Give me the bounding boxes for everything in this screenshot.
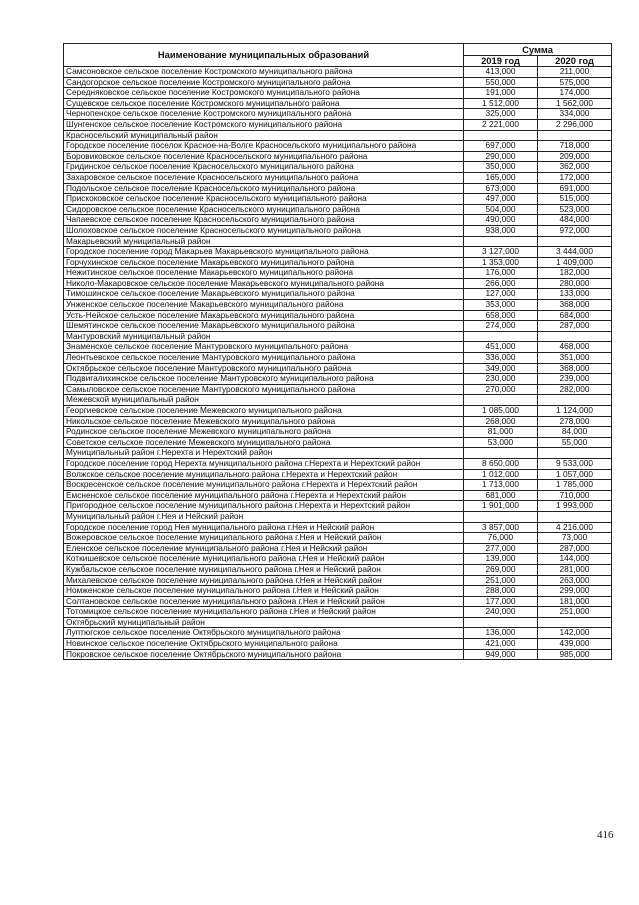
table-row [64, 109, 612, 120]
name-cell: Тотомицкое сельское поселение муниципального района г.Нея и Нейский район [64, 607, 464, 618]
value-2019-cell: 277,000 [464, 543, 538, 554]
table-row [64, 416, 612, 427]
value-2020-cell [538, 395, 612, 406]
name-cell: Пригородное сельское поселение муниципального района г.Нерехта и Нерехтский район [64, 501, 464, 512]
name-cell: Покровское сельское поселение Октябрьского муниципального района [64, 649, 464, 660]
table-row [64, 98, 612, 109]
name-cell: Шунгенское сельское поселение Костромского муниципального района [64, 119, 464, 130]
value-2020-cell: 9 533,000 [538, 458, 612, 469]
value-2019-cell: 550,000 [464, 77, 538, 88]
value-2020-cell: 1 124,000 [538, 406, 612, 417]
table-row [64, 501, 612, 512]
value-2019-cell [464, 511, 538, 522]
value-2020-cell: 287,000 [538, 321, 612, 332]
table-row [64, 88, 612, 99]
name-cell: Номженское сельское поселение муниципального района г.Нея и Нейский район [64, 586, 464, 597]
name-cell: Емсненское сельское поселение муниципального района г.Нерехта и Нерехтский район [64, 490, 464, 501]
name-cell: Усть-Нейское сельское поселение Макарьевского муниципального района [64, 310, 464, 321]
value-2019-cell: 177,000 [464, 596, 538, 607]
name-cell: Михалевское сельское поселение муниципального района г.Нея и Нейский район [64, 575, 464, 586]
value-2019-cell: 268,000 [464, 416, 538, 427]
name-cell: Леонтьевское сельское поселение Мантуровского муниципального района [64, 353, 464, 364]
name-cell: Захаровское сельское поселение Красносельского муниципального района [64, 172, 464, 183]
value-2020-cell: 144,000 [538, 554, 612, 565]
value-2020-cell: 351,000 [538, 353, 612, 364]
table-row [64, 406, 612, 417]
table-row [64, 628, 612, 639]
value-2020-cell: 368,000 [538, 300, 612, 311]
district-group-row [64, 331, 612, 342]
table-row [64, 342, 612, 353]
table-row [64, 639, 612, 650]
value-2020-cell: 133,000 [538, 289, 612, 300]
name-cell: Подвигалихинское сельское поселение Мантуровского муниципального района [64, 374, 464, 385]
name-cell: Прискоковское сельское поселение Красносельского муниципального района [64, 194, 464, 205]
value-2019-cell [464, 130, 538, 141]
value-2020-cell: 282,000 [538, 384, 612, 395]
name-cell: Волжское сельское поселение муниципального района г.Нерехта и Нерехтский район [64, 469, 464, 480]
value-2019-cell: 81,000 [464, 427, 538, 438]
value-2019-cell: 938,000 [464, 225, 538, 236]
value-2020-cell: 209,000 [538, 151, 612, 162]
name-cell: Воскресенское сельское поселение муниципального района г.Нерехта и Нерехтский район [64, 480, 464, 491]
value-2020-cell: 691,000 [538, 183, 612, 194]
value-2019-cell: 451,000 [464, 342, 538, 353]
value-2019-cell: 191,000 [464, 88, 538, 99]
table-row [64, 141, 612, 152]
name-cell: Самыловское сельское поселение Мантуровского муниципального района [64, 384, 464, 395]
value-2020-cell: 239,000 [538, 374, 612, 385]
table-row [64, 225, 612, 236]
value-2020-cell: 575,000 [538, 77, 612, 88]
value-2019-cell: 349,000 [464, 363, 538, 374]
name-cell: Сидоровское сельское поселение Красносельского муниципального района [64, 204, 464, 215]
value-2019-cell: 353,000 [464, 300, 538, 311]
value-2019-cell: 53,000 [464, 437, 538, 448]
value-2019-cell: 413,000 [464, 67, 538, 78]
value-2019-cell: 266,000 [464, 278, 538, 289]
table-row [64, 321, 612, 332]
name-cell: Родинское сельское поселение Межевского муниципального района [64, 427, 464, 438]
table-row [64, 586, 612, 597]
value-2020-cell: 718,000 [538, 141, 612, 152]
value-2019-cell: 497,000 [464, 194, 538, 205]
table-row [64, 257, 612, 268]
table-row [64, 543, 612, 554]
name-cell: Нежитинское сельское поселение Макарьевского муниципального района [64, 268, 464, 279]
table-row [64, 215, 612, 226]
value-2019-cell: 176,000 [464, 268, 538, 279]
table-row [64, 268, 612, 279]
value-2019-cell: 274,000 [464, 321, 538, 332]
name-cell: Октябрьский муниципальный район [64, 617, 464, 628]
value-2020-cell: 515,000 [538, 194, 612, 205]
value-2020-cell [538, 448, 612, 459]
name-cell: Никольское сельское поселение Межевского муниципального района [64, 416, 464, 427]
table-row [64, 310, 612, 321]
name-cell: Вожеровское сельское поселение муниципального района г.Нея и Нейский район [64, 533, 464, 544]
value-2019-cell: 76,000 [464, 533, 538, 544]
value-2020-cell: 985,000 [538, 649, 612, 660]
name-cell: Георгиевское сельское поселение Межевского муниципального района [64, 406, 464, 417]
name-cell: Тимошинское сельское поселение Макарьевского муниципального района [64, 289, 464, 300]
name-cell: Еленское сельское поселение муниципального района г.Нея и Нейский район [64, 543, 464, 554]
value-2020-cell: 368,000 [538, 363, 612, 374]
district-group-row [64, 448, 612, 459]
value-2020-cell: 468,000 [538, 342, 612, 353]
district-group-row [64, 236, 612, 247]
value-2019-cell: 139,000 [464, 554, 538, 565]
value-2019-cell: 336,000 [464, 353, 538, 364]
value-2020-cell: 484,000 [538, 215, 612, 226]
value-2020-cell: 73,000 [538, 533, 612, 544]
value-2019-cell: 290,000 [464, 151, 538, 162]
value-2019-cell [464, 331, 538, 342]
value-2019-cell: 681,000 [464, 490, 538, 501]
value-2019-cell: 1 353,000 [464, 257, 538, 268]
name-cell: Чернопенское сельское поселение Костромского муниципального района [64, 109, 464, 120]
name-cell: Солтановское сельское поселение муниципального района г.Нея и Нейский район [64, 596, 464, 607]
value-2019-cell: 288,000 [464, 586, 538, 597]
name-cell: Горчухинское сельское поселение Макарьевского муниципального района [64, 257, 464, 268]
table-row [64, 278, 612, 289]
name-cell: Николо-Макаровское сельское поселение Макарьевского муниципального района [64, 278, 464, 289]
name-cell: Боровиковское сельское поселение Красносельского муниципального района [64, 151, 464, 162]
name-cell: Унженское сельское поселение Макарьевского муниципального района [64, 300, 464, 311]
value-2020-cell: 334,000 [538, 109, 612, 120]
value-2020-cell: 182,000 [538, 268, 612, 279]
value-2020-cell: 684,000 [538, 310, 612, 321]
value-2020-cell: 1 785,000 [538, 480, 612, 491]
table-row [64, 427, 612, 438]
municipal-budget-table [63, 43, 612, 660]
header-year-2019: 2019 год [464, 56, 538, 67]
name-cell: Шолоховское сельское поселение Красносельского муниципального района [64, 225, 464, 236]
value-2020-cell: 55,000 [538, 437, 612, 448]
value-2019-cell [464, 448, 538, 459]
value-2020-cell: 84,000 [538, 427, 612, 438]
value-2019-cell: 251,000 [464, 575, 538, 586]
value-2020-cell: 1 057,000 [538, 469, 612, 480]
table-row [64, 300, 612, 311]
table-row [64, 607, 612, 618]
header-year-2020: 2020 год [538, 56, 612, 67]
table-row [64, 183, 612, 194]
value-2019-cell: 270,000 [464, 384, 538, 395]
value-2020-cell: 299,000 [538, 586, 612, 597]
value-2020-cell [538, 130, 612, 141]
value-2019-cell: 673,000 [464, 183, 538, 194]
table-row [64, 522, 612, 533]
name-cell: Середняковское сельское поселение Костромского муниципального района [64, 88, 464, 99]
name-cell: Макарьевский муниципальный район [64, 236, 464, 247]
value-2019-cell: 1 512,000 [464, 98, 538, 109]
value-2019-cell: 350,000 [464, 162, 538, 173]
name-cell: Советское сельское поселение Межевского муниципального района [64, 437, 464, 448]
value-2019-cell: 1 012,000 [464, 469, 538, 480]
name-cell: Самсоновское сельское поселение Костромского муниципального района [64, 67, 464, 78]
value-2020-cell [538, 331, 612, 342]
value-2019-cell: 269,000 [464, 564, 538, 575]
value-2019-cell: 240,000 [464, 607, 538, 618]
table-row [64, 596, 612, 607]
value-2019-cell: 949,000 [464, 649, 538, 660]
value-2020-cell: 281,000 [538, 564, 612, 575]
value-2019-cell [464, 236, 538, 247]
table-row [64, 564, 612, 575]
name-cell: Чапаевское сельское поселение Красносельского муниципального района [64, 215, 464, 226]
value-2020-cell: 1 993,000 [538, 501, 612, 512]
value-2020-cell: 4 216,000 [538, 522, 612, 533]
table-row [64, 554, 612, 565]
table-row [64, 204, 612, 215]
name-cell: Октябрьское сельское поселение Мантуровского муниципального района [64, 363, 464, 374]
table-row [64, 363, 612, 374]
value-2020-cell: 1 409,000 [538, 257, 612, 268]
value-2020-cell: 280,000 [538, 278, 612, 289]
value-2019-cell: 658,000 [464, 310, 538, 321]
value-2019-cell: 8 650,000 [464, 458, 538, 469]
table-row [64, 437, 612, 448]
name-cell: Муниципальный район г.Нерехта и Нерехтский район [64, 448, 464, 459]
district-group-row [64, 395, 612, 406]
name-cell: Гридинское сельское поселение Красносельского муниципального района [64, 162, 464, 173]
value-2020-cell: 287,000 [538, 543, 612, 554]
name-cell: Сущевское сельское поселение Костромского муниципального района [64, 98, 464, 109]
value-2020-cell: 211,000 [538, 67, 612, 78]
value-2019-cell: 165,000 [464, 172, 538, 183]
district-group-row [64, 617, 612, 628]
district-group-row [64, 130, 612, 141]
table-row [64, 575, 612, 586]
value-2020-cell [538, 511, 612, 522]
value-2020-cell: 174,000 [538, 88, 612, 99]
value-2019-cell: 3 857,000 [464, 522, 538, 533]
value-2020-cell: 172,000 [538, 172, 612, 183]
table-row [64, 151, 612, 162]
value-2020-cell: 523,000 [538, 204, 612, 215]
table-row [64, 247, 612, 258]
value-2019-cell: 697,000 [464, 141, 538, 152]
value-2020-cell: 3 444,000 [538, 247, 612, 258]
value-2020-cell: 362,000 [538, 162, 612, 173]
table-row [64, 649, 612, 660]
table-row [64, 119, 612, 130]
value-2020-cell: 439,000 [538, 639, 612, 650]
table-row [64, 353, 612, 364]
table-row [64, 384, 612, 395]
value-2019-cell [464, 395, 538, 406]
table-row [64, 458, 612, 469]
name-cell: Шемятинское сельское поселение Макарьевского муниципального района [64, 321, 464, 332]
table-row [64, 469, 612, 480]
value-2019-cell: 421,000 [464, 639, 538, 650]
name-cell: Мантуровский муниципальный район [64, 331, 464, 342]
name-cell: Муниципальный район г.Нея и Нейский район [64, 511, 464, 522]
value-2019-cell: 490,000 [464, 215, 538, 226]
table-row [64, 480, 612, 491]
table-row [64, 77, 612, 88]
value-2020-cell: 710,000 [538, 490, 612, 501]
page-number: 416 [597, 829, 614, 841]
value-2019-cell: 1 713,000 [464, 480, 538, 491]
value-2019-cell: 1 085,000 [464, 406, 538, 417]
name-cell: Новинское сельское поселение Октябрьского муниципального района [64, 639, 464, 650]
value-2019-cell: 325,000 [464, 109, 538, 120]
name-cell: Подольское сельское поселение Красносельского муниципального района [64, 183, 464, 194]
name-cell: Луптюгское сельское поселение Октябрьского муниципального района [64, 628, 464, 639]
name-cell: Знаменское сельское поселение Мантуровского муниципального района [64, 342, 464, 353]
value-2019-cell: 2 221,000 [464, 119, 538, 130]
name-cell: Межевской муниципальный район [64, 395, 464, 406]
value-2019-cell: 3 127,000 [464, 247, 538, 258]
value-2019-cell [464, 617, 538, 628]
value-2019-cell: 127,000 [464, 289, 538, 300]
table-row [64, 533, 612, 544]
value-2019-cell: 504,000 [464, 204, 538, 215]
value-2020-cell: 2 296,000 [538, 119, 612, 130]
name-cell: Городское поселение город Нея муниципального района г.Нея и Нейский район [64, 522, 464, 533]
table-row [64, 194, 612, 205]
value-2020-cell: 263,000 [538, 575, 612, 586]
name-cell: Сандогорское сельское поселение Костромского муниципального района [64, 77, 464, 88]
name-cell: Кужбальское сельское поселение муниципального района г.Нея и Нейский район [64, 564, 464, 575]
value-2020-cell: 142,000 [538, 628, 612, 639]
name-cell: Городское поселение город Нерехта муниципального района г.Нерехта и Нерехтский район [64, 458, 464, 469]
name-cell: Красносельский муниципальный район [64, 130, 464, 141]
header-name: Наименование муниципальных образований [64, 44, 464, 67]
table-row [64, 67, 612, 78]
value-2020-cell: 181,000 [538, 596, 612, 607]
value-2019-cell: 1 901,000 [464, 501, 538, 512]
value-2020-cell [538, 236, 612, 247]
table-row [64, 374, 612, 385]
value-2019-cell: 230,000 [464, 374, 538, 385]
table-row [64, 172, 612, 183]
value-2020-cell: 251,000 [538, 607, 612, 618]
table-row [64, 490, 612, 501]
name-cell: Коткишевское сельское поселение муниципального района г.Нея и Нейский район [64, 554, 464, 565]
name-cell: Городское поселение поселок Красное-на-Волге Красносельского муниципального района [64, 141, 464, 152]
value-2019-cell: 136,000 [464, 628, 538, 639]
table-row [64, 289, 612, 300]
name-cell: Городское поселение город Макарьев Макарьевского муниципального района [64, 247, 464, 258]
value-2020-cell: 278,000 [538, 416, 612, 427]
value-2020-cell: 1 562,000 [538, 98, 612, 109]
table-row [64, 162, 612, 173]
value-2020-cell [538, 617, 612, 628]
district-group-row [64, 511, 612, 522]
header-sum: Сумма [464, 44, 612, 56]
value-2020-cell: 972,000 [538, 225, 612, 236]
